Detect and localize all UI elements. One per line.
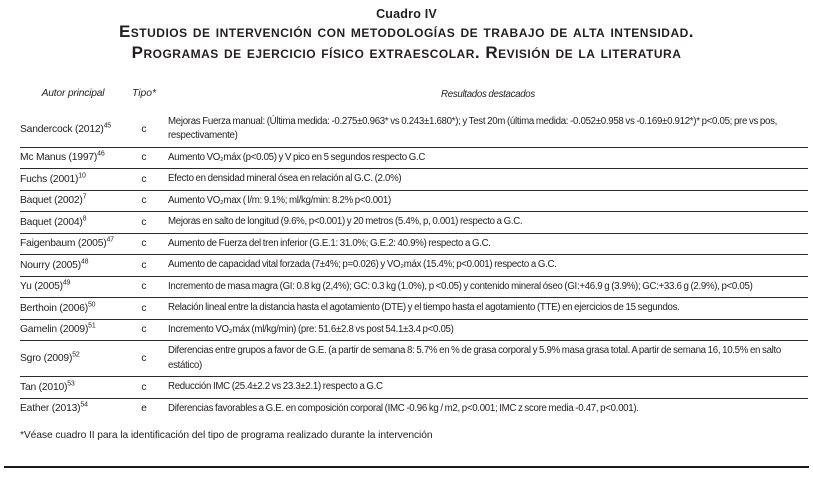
- table-row: [20, 191, 808, 213]
- table-title-line-1: Estudios de intervención con metodologías de trabajo de alta intensidad.: [118, 22, 695, 41]
- reference-superscript: 48: [80, 258, 89, 266]
- table-row: [20, 341, 808, 377]
- author-cell: [20, 192, 126, 209]
- author-cell: [20, 149, 126, 166]
- tipo-cell: c: [141, 238, 147, 250]
- table-caption: Cuadro IV: [376, 7, 437, 21]
- author-cell: [20, 214, 126, 231]
- author-cell: [20, 235, 126, 252]
- tipo-cell: c: [141, 195, 147, 207]
- tipo-cell: c: [141, 281, 147, 293]
- author-name: Baquet (2002): [20, 195, 83, 207]
- tipo-cell: c: [141, 381, 147, 393]
- author-name: Nourry (2005): [20, 259, 81, 271]
- author-cell: [20, 400, 126, 417]
- resultado-cell: Incremento de masa magra (GI: 0.8 kg (2,4%); GC: 0.3 kg (1.0%), p <0.05) y contenido mineral óseo (GI:+46.9 g (3.9%); GC:+33.6 g (2.9%), p<0.05): [168, 280, 753, 292]
- table-body: [20, 112, 808, 420]
- author-name: Sgro (2009): [20, 353, 73, 364]
- resultado-cell: Aumento de capacidad vital forzada (7±4%; p=0.026) y VO₂máx (15.4%; p<0.001) respecto a G.C.: [168, 259, 557, 270]
- author-cell: [20, 171, 126, 188]
- table-header-row: [20, 85, 808, 106]
- table-row: [20, 298, 808, 320]
- literature-table: [20, 85, 808, 419]
- resultado-cell: Aumento de Fuerza del tren inferior (G.E.1: 31.0%; G.E.2: 40.9%) respecto a G.C.: [168, 237, 491, 249]
- resultado-cell: Aumento VO₂máx (p<0.05) y V pico en 5 segundos respecto G.C: [168, 151, 426, 163]
- resultado-cell: Diferencias favorables a G.E. en composición corporal (IMC -0.96 kg / m2, p<0.001; IMC z score media -0.47, p<0.001).: [168, 402, 639, 414]
- table-row: [20, 212, 808, 234]
- table-title-line-2: Programas de ejercicio físico extraescolar. Revisión de la literatura: [131, 43, 682, 62]
- tipo-cell: c: [141, 123, 147, 135]
- author-name: Mc Manus (1997): [20, 152, 98, 164]
- tipo-cell: c: [141, 152, 147, 164]
- author-cell: [20, 278, 126, 295]
- reference-superscript: 10: [78, 172, 86, 180]
- reference-superscript: 53: [67, 380, 75, 388]
- table-row: [20, 169, 808, 191]
- author-name: Faigenbaum (2005): [20, 238, 107, 250]
- column-header-resultados: Resultados destacados: [441, 89, 535, 100]
- column-header-tipo: Tipo*: [132, 88, 156, 99]
- author-name: Eather (2013): [20, 403, 81, 415]
- tipo-cell: c: [141, 216, 147, 228]
- author-name: Gamelin (2009): [20, 324, 89, 336]
- author-cell: [20, 379, 126, 396]
- resultado-cell: Mejoras Fuerza manual: (Última medida: -0.275±0.963* vs 0.243±1.680*); y Test 20m (última medida: -0.052±0.958 vs -0.169±0.912*)* p<0.05; pre vs pos, respectivamente): [168, 115, 778, 141]
- resultado-cell: Aumento VO₂max ( l/m: 9.1%; ml/kg/min: 8.2% p<0.001): [168, 194, 391, 206]
- author-name: Tan (2010): [20, 381, 68, 393]
- reference-superscript: 54: [80, 401, 88, 409]
- table-row: [20, 320, 808, 342]
- resultado-cell: Reducción IMC (25.4±2.2 vs 23.3±2.1) respecto a G.C: [168, 381, 383, 392]
- footnote: *Véase cuadro II para la identificación del tipo de programa realizado durante la intervención: [20, 430, 433, 441]
- bottom-rule-divider: [4, 466, 809, 468]
- author-name: Baquet (2004): [20, 216, 83, 228]
- column-header-autor: Autor principal: [41, 88, 105, 99]
- reference-superscript: 46: [97, 150, 105, 158]
- table-row: [20, 255, 808, 277]
- tipo-cell: c: [141, 259, 147, 271]
- author-cell: [20, 257, 126, 274]
- reference-superscript: 8: [82, 215, 87, 223]
- author-cell: [20, 121, 126, 138]
- table-row: [20, 277, 808, 299]
- resultado-cell: Relación lineal entre la distancia hasta el agotamiento (DTE) y el tiempo hasta el agotamiento (TTE) en ejercicios de 15 segundos.: [168, 302, 680, 313]
- tipo-cell: c: [141, 324, 147, 336]
- author-cell: [20, 321, 126, 338]
- reference-superscript: 7: [82, 193, 87, 201]
- table-row: [20, 112, 808, 148]
- author-name: Yu (2005): [20, 281, 63, 293]
- author-name: Sandercock (2012): [20, 123, 104, 135]
- table-row: [20, 377, 808, 399]
- author-cell: [20, 350, 126, 367]
- resultado-cell: Mejoras en salto de longitud (9.6%, p<0.001) y 20 metros (5.4%, p, 0.001) respecto a G.C.: [168, 216, 523, 227]
- author-name: Berthoin (2006): [20, 302, 88, 314]
- resultado-cell: Diferencias entre grupos a favor de G.E. (a partir de semana 8: 5.7% en % de grasa corporal y 5.9% masa grasa total. A partir de semana 16, 10.5% en salto estático): [168, 345, 781, 371]
- author-cell: [20, 300, 126, 317]
- tipo-cell: c: [141, 353, 147, 364]
- tipo-cell: e: [141, 403, 147, 415]
- reference-superscript: 51: [88, 322, 96, 330]
- tipo-cell: c: [141, 173, 147, 185]
- resultado-cell: Efecto en densidad mineral ósea en relación al G.C. (2.0%): [168, 173, 402, 184]
- reference-superscript: 50: [87, 301, 96, 309]
- table-row: [20, 399, 808, 420]
- resultado-cell: Incremento VO₂máx (ml/kg/min) (pre: 51.6±2.8 vs post 54.1±3.4 p<0.05): [168, 323, 454, 335]
- tipo-cell: c: [141, 302, 147, 314]
- table-row: [20, 234, 808, 256]
- reference-superscript: 49: [62, 279, 71, 287]
- table-row: [20, 148, 808, 170]
- reference-superscript: 52: [72, 351, 80, 359]
- author-name: Fuchs (2001): [20, 173, 79, 185]
- reference-superscript: 45: [103, 122, 111, 130]
- reference-superscript: 47: [106, 236, 114, 244]
